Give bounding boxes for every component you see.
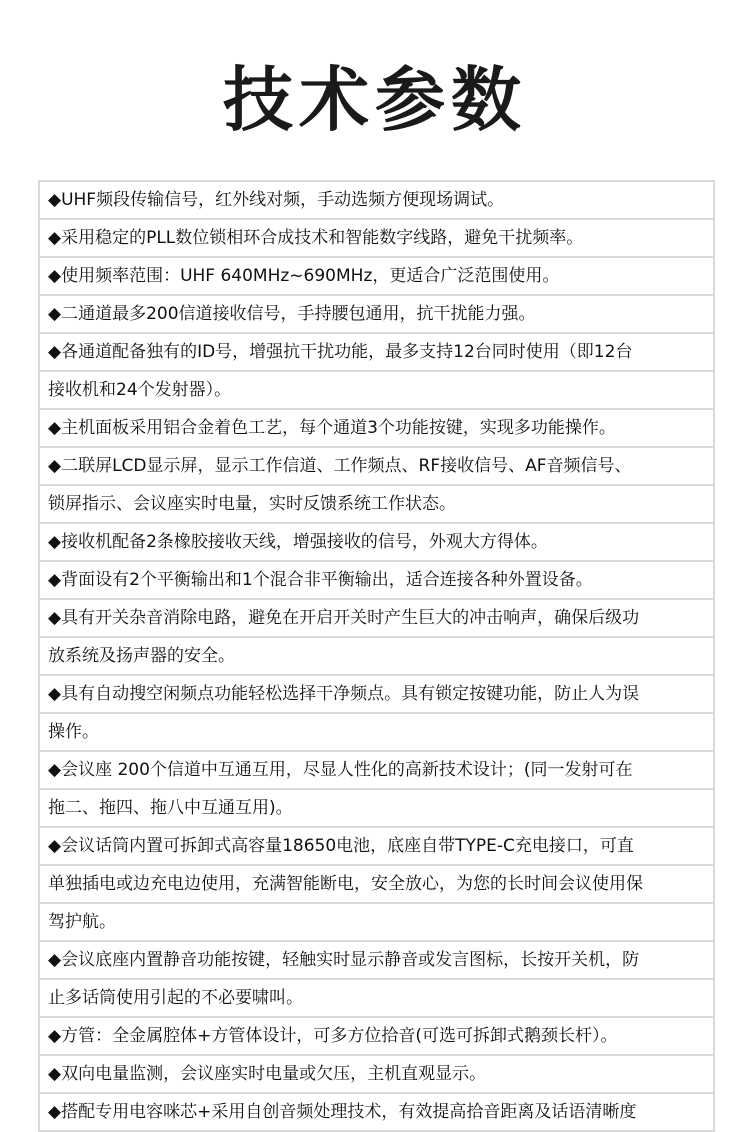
spec-line: 单独插电或边充电边使用，充满智能断电，安全放心，为您的长时间会议使用保 [40, 866, 713, 904]
spec-line: 锁屏指示、会议座实时电量，实时反馈系统工作状态。 [40, 486, 713, 524]
spec-line: 操作。 [40, 714, 713, 752]
spec-line: ◆会议底座内置静音功能按键，轻触实时显示静音或发言图标，长按开关机，防 [40, 942, 713, 980]
spec-line: 放系统及扬声器的安全。 [40, 638, 713, 676]
spec-line: 驾护航。 [40, 904, 713, 942]
spec-line: 接收机和24个发射器）。 [40, 372, 713, 410]
spec-line: ◆二通道最多200信道接收信号，手持腰包通用，抗干扰能力强。 [40, 296, 713, 334]
spec-line: ◆双向电量监测，会议座实时电量或欠压，主机直观显示。 [40, 1056, 713, 1094]
spec-line: ◆背面设有2个平衡输出和1个混合非平衡输出，适合连接各种外置设备。 [40, 562, 713, 600]
spec-line: ◆会议话筒内置可拆卸式高容量18650电池，底座自带TYPE-C充电接口，可直 [40, 828, 713, 866]
spec-line: ◆具有开关杂音消除电路，避免在开启开关时产生巨大的冲击响声，确保后级功 [40, 600, 713, 638]
spec-line: ◆会议座 200个信道中互通互用，尽显人性化的高新技术设计；(同一发射可在 [40, 752, 713, 790]
spec-table [38, 180, 715, 1132]
spec-line: ◆搭配专用电容咪芯+采用自创音频处理技术，有效提高拾音距离及话语清晰度 [40, 1094, 713, 1132]
spec-line: ◆使用频率范围：UHF 640MHz~690MHz，更适合广泛范围使用。 [40, 258, 713, 296]
spec-line: 拖二、拖四、拖八中互通互用)。 [40, 790, 713, 828]
spec-line: ◆具有自动搜空闲频点功能轻松选择干净频点。具有锁定按键功能，防止人为误 [40, 676, 713, 714]
spec-line: ◆各通道配备独有的ID号，增强抗干扰功能，最多支持12台同时使用（即12台 [40, 334, 713, 372]
page-title: 技术参数 [223, 59, 527, 141]
spec-line: ◆主机面板采用铝合金着色工艺，每个通道3个功能按键，实现多功能操作。 [40, 410, 713, 448]
spec-line: ◆接收机配备2条橡胶接收天线，增强接收的信号，外观大方得体。 [40, 524, 713, 562]
spec-line: ◆采用稳定的PLL数位锁相环合成技术和智能数字线路，避免干扰频率。 [40, 220, 713, 258]
spec-line: ◆二联屏LCD显示屏，显示工作信道、工作频点、RF接收信号、AF音频信号、 [40, 448, 713, 486]
spec-line: ◆UHF频段传输信号，红外线对频，手动选频方便现场调试。 [40, 182, 713, 220]
spec-line: ◆方管：全金属腔体+方管体设计，可多方位拾音(可选可拆卸式鹅颈长杆）。 [40, 1018, 713, 1056]
spec-line: 止多话筒使用引起的不必要啸叫。 [40, 980, 713, 1018]
